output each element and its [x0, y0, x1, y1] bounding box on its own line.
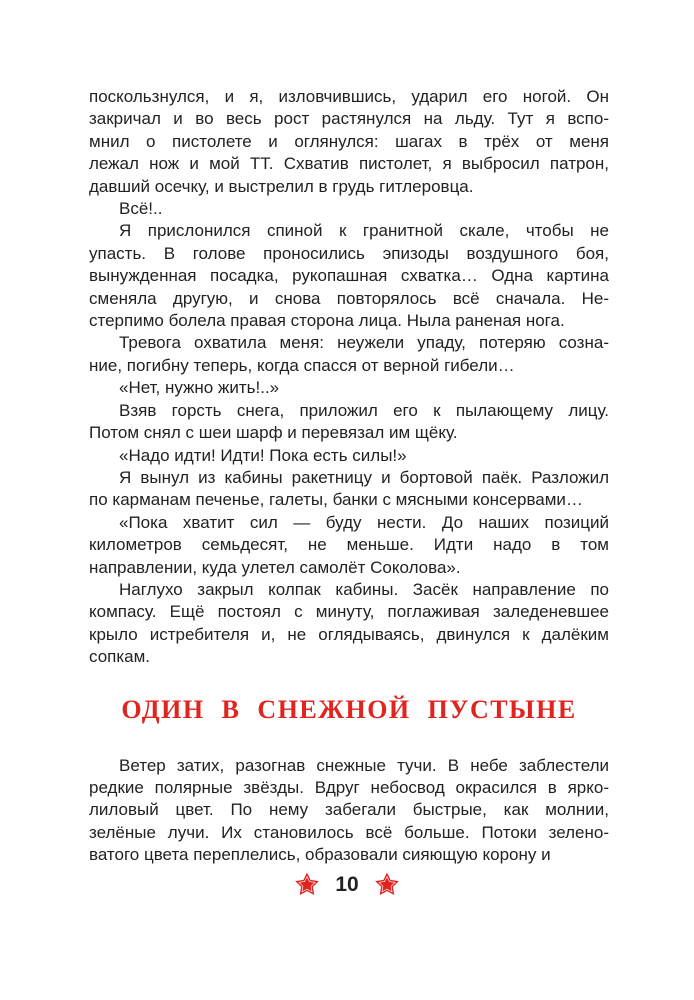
text-line: направлении, куда улетел самолёт Соколова». [89, 557, 461, 577]
text-line: Я вынул из кабины ракетницу и бортовой паёк. Разложил [119, 467, 609, 487]
text-line: стерпимо болела правая сторона лица. Ныла раненая нога. [89, 311, 565, 331]
paragraph [89, 512, 609, 579]
text-line: закричал и во весь рост растянулся на льду. Тут я вспо- [89, 109, 609, 129]
paragraph [89, 445, 609, 467]
text-line: поскользнулся, и я, изловчившись, ударил его ногой. Он [89, 87, 609, 106]
text-column [89, 86, 609, 867]
red-star-icon [374, 872, 400, 898]
text-line: компасу. Ещё постоял с минуту, поглаживая заледеневшее [89, 602, 609, 622]
page-number: 10 [335, 873, 359, 896]
paragraph [89, 198, 609, 220]
text-line: ние, погибну теперь, когда спасся от верной гибели… [89, 355, 515, 375]
text-line: лиловый цвет. По нему забегали быстрые, как молнии, [89, 800, 609, 820]
text-line: давший осечку, и выстрелил в грудь гитлеровца. [89, 176, 474, 196]
text-line: Потом снял с шеи шарф и перевязал им щёку. [89, 423, 458, 443]
text-line: «Пока хватит сил — буду нести. До наших позиций [119, 512, 609, 532]
paragraph [89, 220, 609, 332]
red-star-icon [294, 872, 320, 898]
text-line: мнил о пистолете и оглянулся: шагах в трёх от меня [89, 131, 609, 151]
text-line: Ветер затих, разогнав снежные тучи. В небе заблестели [119, 755, 609, 775]
text-line: «Надо идти! Идти! Пока есть силы!» [119, 445, 407, 465]
text-line: редкие полярные звёзды. Вдруг небосвод окрасился в ярко- [89, 777, 609, 797]
chapter-heading: ОДИН В СНЕЖНОЙ ПУСТЫНЕ [121, 694, 577, 724]
text-line: Я прислонился спиной к гранитной скале, чтобы не [119, 221, 609, 241]
paragraph [89, 467, 609, 512]
page-footer [0, 872, 694, 898]
text-line: сопкам. [89, 647, 151, 667]
text-line: Всё!.. [119, 199, 163, 219]
text-line: Взяв горсть снега, приложил его к пылающему лицу. [119, 400, 609, 420]
text-line: крыло истребителя и, не оглядываясь, двинулся к далёким [89, 624, 609, 644]
text-line: Тревога охватила меня: неужели упаду, потеряю созна- [119, 333, 609, 353]
text-line: зелёные лучи. Их становилось всё больше. Потоки зелено- [89, 822, 609, 842]
text-line: вынужденная посадка, рукопашная схватка… Одна картина [89, 266, 609, 286]
text-line: километров семьдесят, не меньше. Идти надо в том [89, 535, 609, 555]
text-line: «Нет, нужно жить!..» [119, 378, 280, 398]
paragraph [89, 377, 609, 399]
text-line: сменяла другую, и снова повторялось всё сначала. Не- [89, 288, 609, 308]
text-line: упасть. В голове проносились эпизоды воздушного боя, [89, 243, 609, 263]
text-line: Наглухо закрыл колпак кабины. Засёк направление по [119, 579, 609, 599]
paragraph [89, 332, 609, 377]
paragraph [89, 755, 609, 867]
paragraph [89, 86, 609, 198]
text-line: ватого цвета переплелись, образовали сияющую корону и [89, 845, 551, 865]
text-line: по карманам печенье, галеты, банки с мясными консервами… [89, 490, 583, 510]
paragraph [89, 400, 609, 445]
paragraph [89, 579, 609, 669]
text-line: лежал нож и мой ТТ. Схватив пистолет, я выбросил патрон, [89, 154, 609, 174]
